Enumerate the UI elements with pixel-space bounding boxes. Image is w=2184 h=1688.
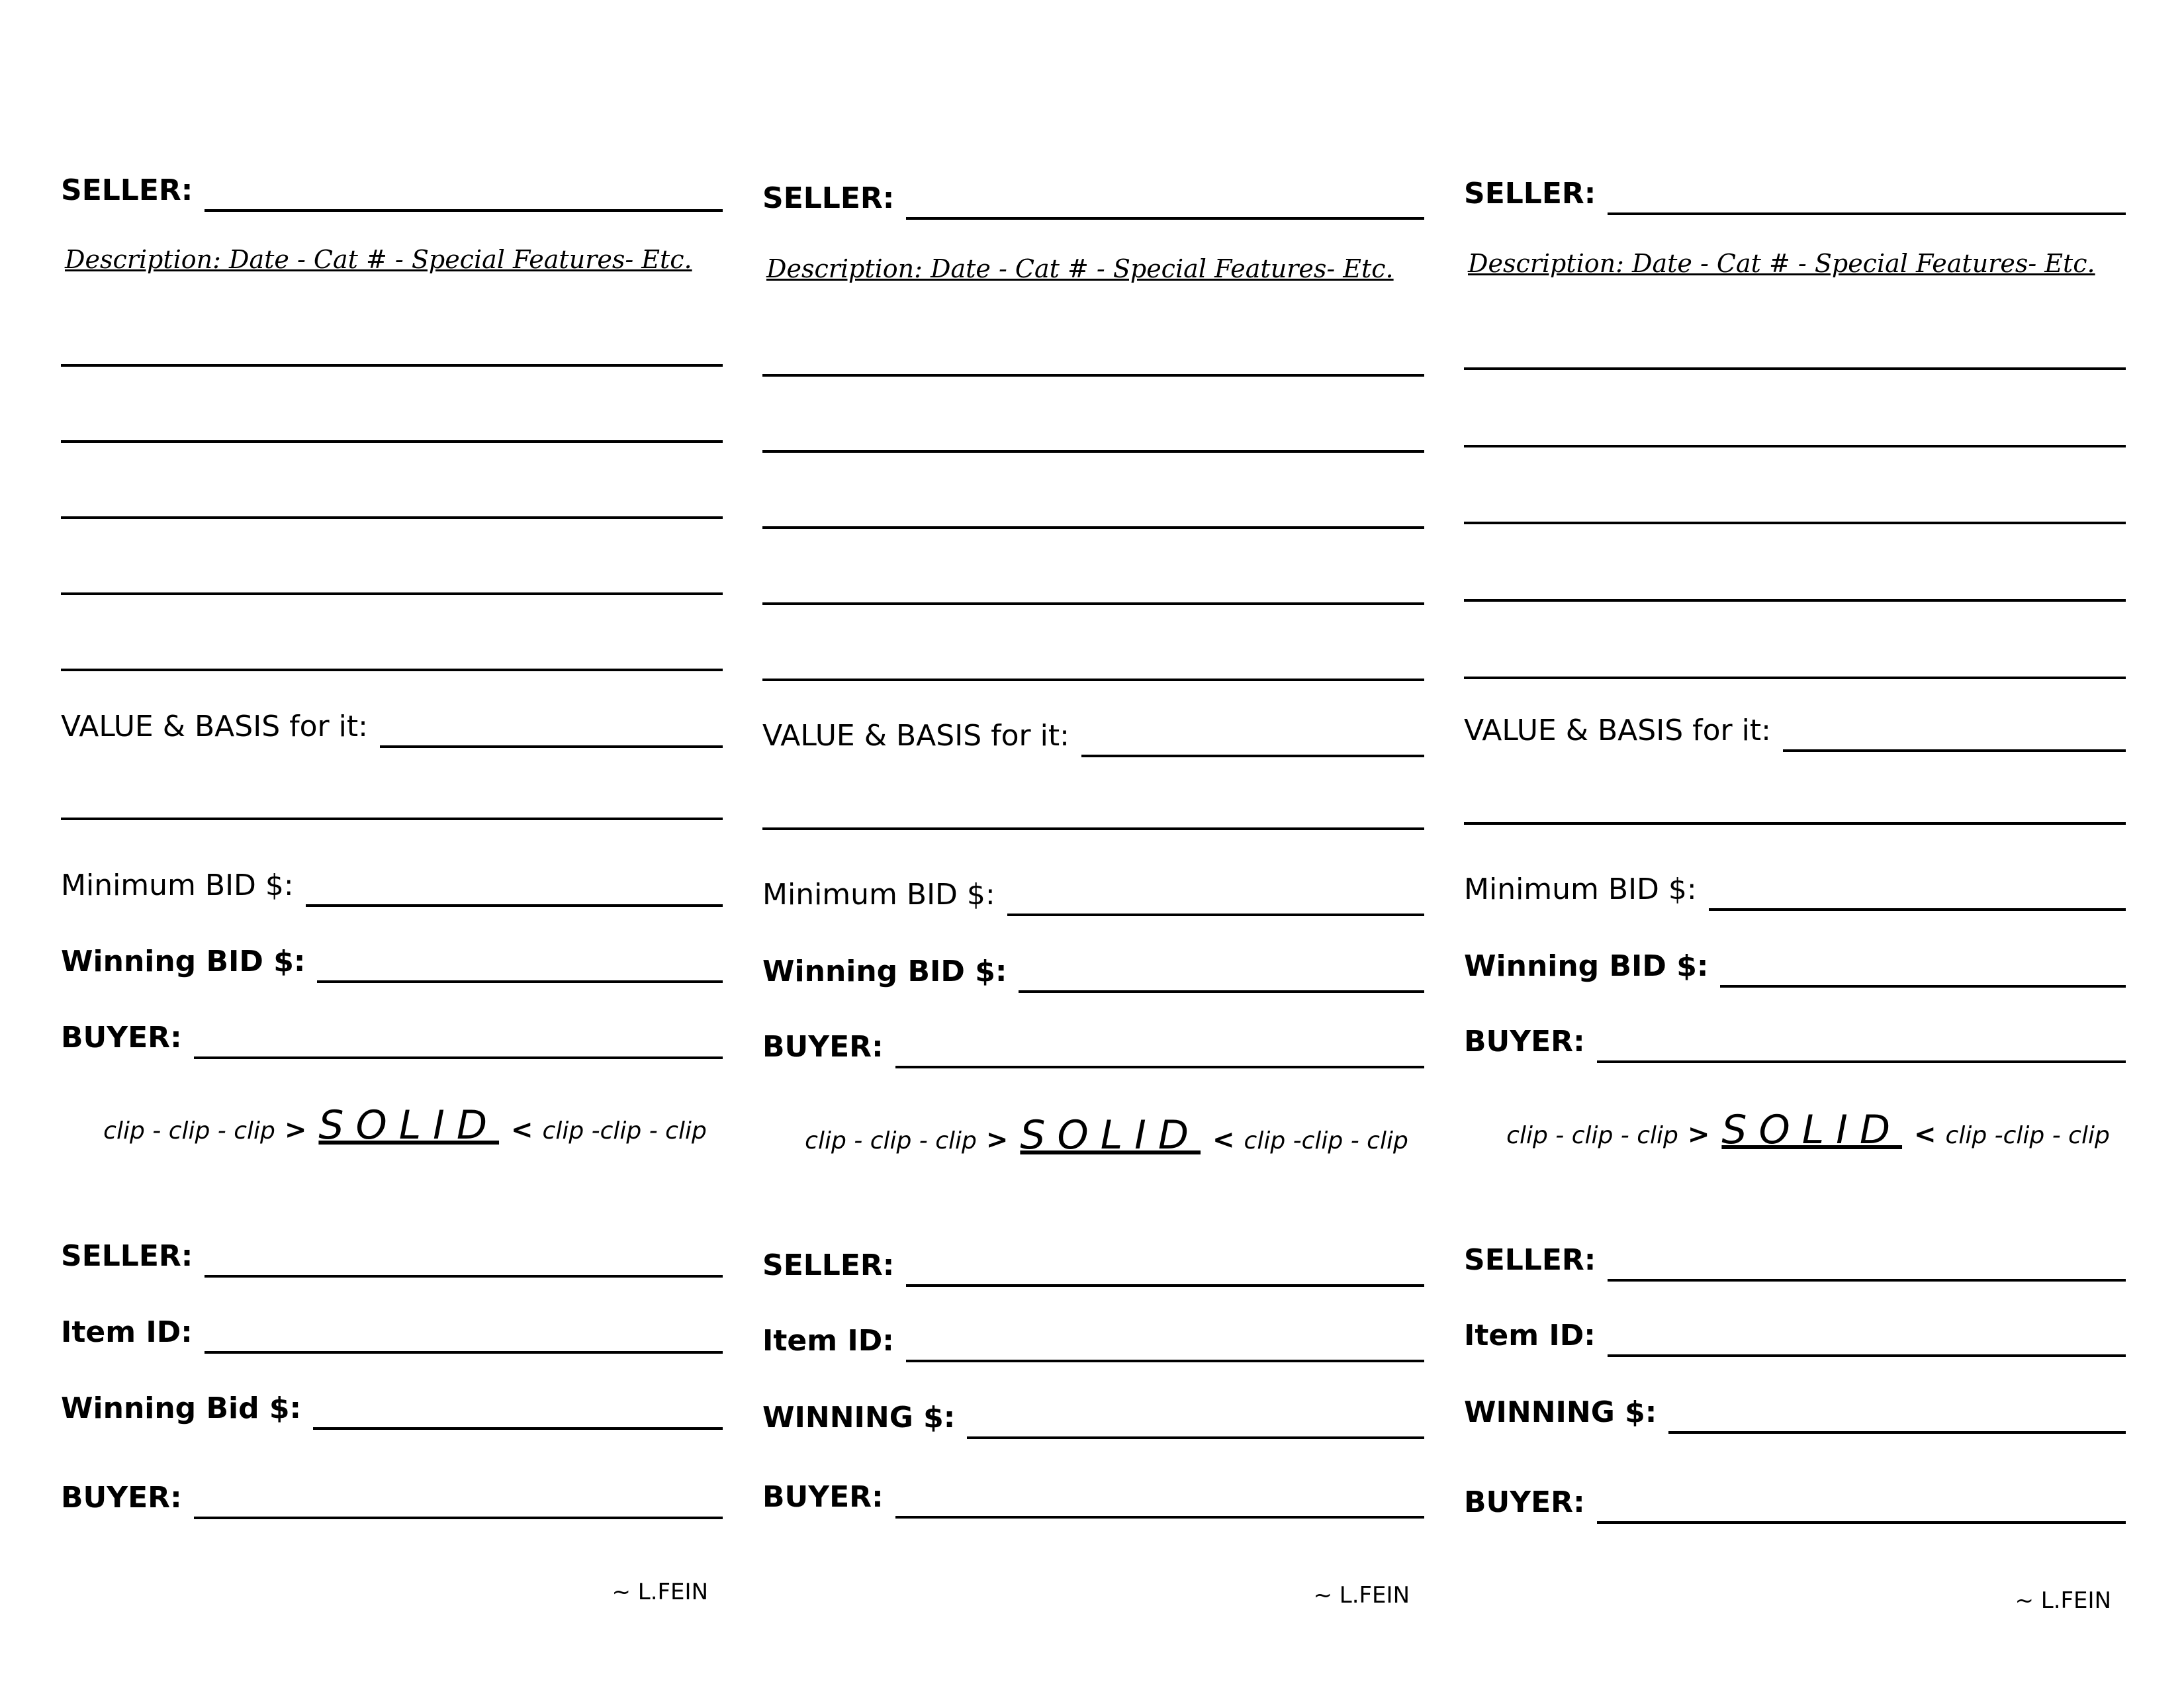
stub-buyer-label: BUYER: — [762, 1480, 884, 1514]
stub-seller-field[interactable] — [1464, 1235, 2126, 1282]
value-basis-field[interactable] — [762, 711, 1424, 757]
description-line-5[interactable] — [1464, 677, 2126, 679]
stub-winning-field[interactable] — [61, 1383, 723, 1430]
stub-item-id-line[interactable] — [1608, 1354, 2126, 1357]
seller-field[interactable] — [1464, 169, 2126, 215]
signature: ~ L.FEIN — [612, 1579, 708, 1605]
auction-slip-1 — [61, 0, 723, 1688]
stub-buyer-field[interactable] — [61, 1473, 723, 1519]
buyer-field[interactable] — [61, 1013, 723, 1059]
stub-seller-line[interactable] — [205, 1275, 723, 1278]
buyer-line[interactable] — [194, 1056, 723, 1059]
winning-bid-field[interactable] — [61, 937, 723, 983]
stub-item-id-label: Item ID: — [1464, 1319, 1596, 1352]
stub-item-id-field[interactable] — [1464, 1311, 2126, 1357]
cut-line — [87, 1102, 723, 1149]
value-basis-field[interactable] — [61, 702, 723, 748]
description-line-2[interactable] — [61, 440, 723, 443]
description-line-3[interactable] — [61, 516, 723, 519]
seller-label: SELLER: — [61, 173, 193, 207]
arrow-left-icon: < — [1212, 1125, 1235, 1155]
arrow-left-icon: < — [1914, 1119, 1936, 1150]
stub-seller-label: SELLER: — [1464, 1243, 1596, 1277]
minimum-bid-line[interactable] — [306, 904, 723, 907]
solid-label: SOLID — [1721, 1107, 1903, 1153]
auction-slip-2 — [762, 0, 1424, 1688]
seller-field[interactable] — [61, 165, 723, 212]
winning-bid-line[interactable] — [317, 980, 723, 983]
arrow-right-icon: > — [985, 1125, 1009, 1155]
stub-item-id-label: Item ID: — [762, 1324, 894, 1358]
value-basis-line-2[interactable] — [1464, 822, 2126, 825]
solid-label: SOLID — [1020, 1112, 1201, 1158]
description-label: Description: Date - Cat # - Special Features- Etc. — [65, 245, 692, 274]
value-basis-line[interactable] — [380, 745, 723, 748]
description-line-1[interactable] — [1464, 367, 2126, 370]
description-label: Description: Date - Cat # - Special Features- Etc. — [766, 254, 1394, 283]
winning-bid-label: Winning BID $: — [61, 945, 306, 978]
description-line-1[interactable] — [61, 364, 723, 367]
clip-text-left: clip - clip - clip — [103, 1117, 275, 1145]
buyer-field[interactable] — [762, 1022, 1424, 1068]
value-basis-line-2[interactable] — [762, 827, 1424, 830]
minimum-bid-label: Minimum BID $: — [61, 868, 294, 902]
value-basis-label: VALUE & BASIS for it: — [1464, 714, 1771, 747]
clip-text-right: clip -clip - clip — [1244, 1127, 1408, 1154]
seller-line[interactable] — [205, 209, 723, 212]
description-line-2[interactable] — [762, 450, 1424, 453]
stub-seller-field[interactable] — [762, 1241, 1424, 1287]
value-basis-line[interactable] — [1783, 749, 2126, 752]
clip-text-right: clip -clip - clip — [1945, 1122, 2110, 1149]
winning-bid-line[interactable] — [1019, 990, 1424, 993]
value-basis-label: VALUE & BASIS for it: — [61, 710, 368, 743]
stub-winning-label: WINNING $: — [762, 1401, 956, 1434]
solid-label: SOLID — [318, 1102, 500, 1149]
value-basis-line[interactable] — [1081, 755, 1424, 757]
stub-winning-field[interactable] — [762, 1393, 1424, 1439]
stub-winning-line[interactable] — [967, 1436, 1424, 1439]
clip-text-right: clip -clip - clip — [542, 1117, 707, 1145]
description-line-1[interactable] — [762, 374, 1424, 377]
description-line-5[interactable] — [61, 669, 723, 671]
winning-bid-line[interactable] — [1720, 985, 2126, 988]
description-line-2[interactable] — [1464, 445, 2126, 447]
minimum-bid-line[interactable] — [1007, 914, 1424, 916]
winning-bid-label: Winning BID $: — [762, 955, 1007, 988]
description-line-4[interactable] — [1464, 599, 2126, 602]
stub-seller-line[interactable] — [1608, 1279, 2126, 1282]
description-line-4[interactable] — [762, 602, 1424, 605]
seller-field[interactable] — [762, 173, 1424, 220]
stub-winning-field[interactable] — [1464, 1387, 2126, 1434]
buyer-line[interactable] — [1597, 1060, 2126, 1063]
seller-line[interactable] — [906, 217, 1424, 220]
clip-text-left: clip - clip - clip — [805, 1127, 977, 1154]
minimum-bid-label: Minimum BID $: — [1464, 872, 1697, 906]
arrow-right-icon: > — [284, 1115, 307, 1145]
description-line-3[interactable] — [1464, 522, 2126, 524]
stub-winning-line[interactable] — [1668, 1431, 2126, 1434]
buyer-line[interactable] — [895, 1066, 1424, 1068]
auction-slip-3 — [1464, 0, 2126, 1688]
stub-item-id-field[interactable] — [61, 1307, 723, 1354]
seller-label: SELLER: — [762, 181, 895, 215]
stub-buyer-line[interactable] — [194, 1517, 723, 1519]
cut-line — [1490, 1107, 2126, 1153]
stub-item-id-field[interactable] — [762, 1316, 1424, 1362]
arrow-right-icon: > — [1687, 1119, 1710, 1150]
stub-buyer-label: BUYER: — [61, 1481, 182, 1515]
winning-bid-field[interactable] — [762, 947, 1424, 993]
stub-item-id-label: Item ID: — [61, 1315, 193, 1349]
winning-bid-field[interactable] — [1464, 941, 2126, 988]
stub-buyer-field[interactable] — [1464, 1477, 2126, 1524]
stub-item-id-line[interactable] — [205, 1351, 723, 1354]
clip-text-left: clip - clip - clip — [1506, 1122, 1678, 1149]
minimum-bid-field[interactable] — [762, 870, 1424, 916]
minimum-bid-field[interactable] — [1464, 865, 2126, 911]
minimum-bid-label: Minimum BID $: — [762, 878, 995, 912]
value-basis-label: VALUE & BASIS for it: — [762, 719, 1069, 753]
description-line-4[interactable] — [61, 592, 723, 595]
description-label: Description: Date - Cat # - Special Features- Etc. — [1468, 249, 2095, 278]
stub-seller-label: SELLER: — [762, 1248, 895, 1282]
stub-item-id-line[interactable] — [906, 1360, 1424, 1362]
cut-line — [789, 1112, 1424, 1158]
minimum-bid-line[interactable] — [1709, 908, 2126, 911]
seller-line[interactable] — [1608, 212, 2126, 215]
stub-buyer-line[interactable] — [1597, 1521, 2126, 1524]
value-basis-field[interactable] — [1464, 706, 2126, 752]
buyer-label: BUYER: — [61, 1021, 182, 1055]
buyer-label: BUYER: — [1464, 1025, 1585, 1058]
minimum-bid-field[interactable] — [61, 861, 723, 907]
stub-seller-label: SELLER: — [61, 1239, 193, 1273]
description-line-3[interactable] — [762, 526, 1424, 529]
winning-bid-label: Winning BID $: — [1464, 949, 1709, 983]
arrow-left-icon: < — [511, 1115, 533, 1145]
signature: ~ L.FEIN — [1313, 1582, 1410, 1609]
stub-winning-label: WINNING $: — [1464, 1395, 1657, 1429]
stub-winning-line[interactable] — [313, 1427, 723, 1430]
buyer-field[interactable] — [1464, 1017, 2126, 1063]
stub-buyer-field[interactable] — [762, 1472, 1424, 1519]
description-line-5[interactable] — [762, 679, 1424, 681]
buyer-label: BUYER: — [762, 1030, 884, 1064]
value-basis-line-2[interactable] — [61, 818, 723, 820]
stub-winning-label: Winning Bid $: — [61, 1391, 302, 1425]
seller-label: SELLER: — [1464, 177, 1596, 211]
signature: ~ L.FEIN — [2015, 1587, 2111, 1614]
stub-seller-line[interactable] — [906, 1284, 1424, 1287]
stub-buyer-label: BUYER: — [1464, 1485, 1585, 1519]
stub-seller-field[interactable] — [61, 1231, 723, 1278]
stub-buyer-line[interactable] — [895, 1516, 1424, 1519]
